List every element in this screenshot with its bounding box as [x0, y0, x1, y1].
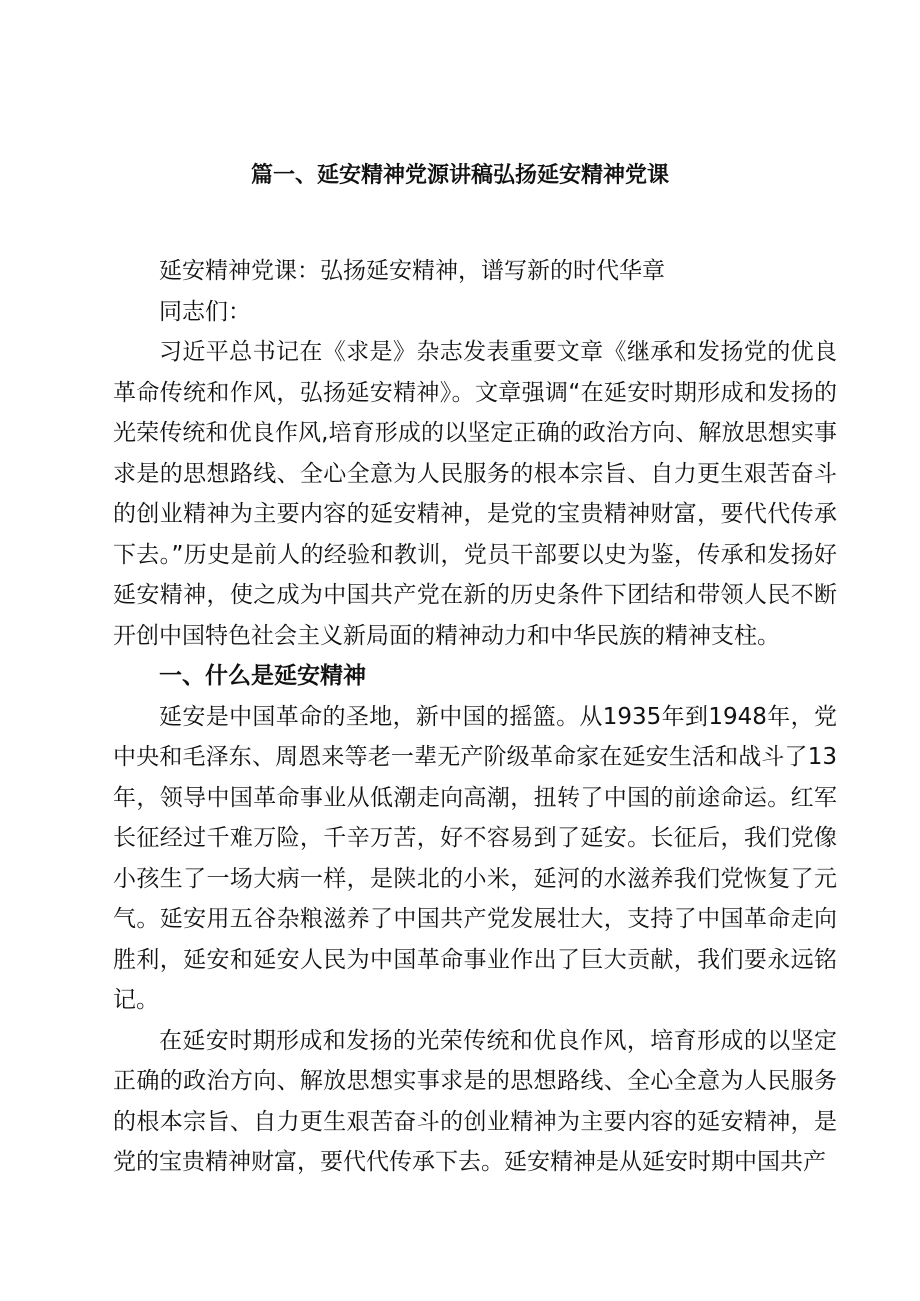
salutation: 同志们：	[159, 298, 251, 325]
body-paragraph: 习近平总书记在《求是》杂志发表重要文章《继承和发扬党的优良革命传统和作风，弘扬延安精神》。文章强调“在延安时期形成和发扬的光荣传统和优良作风,培育形成的以坚定正确的政治方向、解放思想实事求是的思想路线、全心全意为人民服务的根本宗旨、自力更生艰苦奋斗的创业精神为主要内容的延安精神，是党的宝贵精神财富，要代代传承下去。”历史是前人的经验和教训，党员干部要以史为鉴，传承和发扬好延安精神，使之成为中国共产党在新的历史条件下团结和带领人民不断开创中国特色社会主义新局面的精神动力和中华民族的精神支柱。	[113, 339, 837, 649]
body-paragraph: 延安是中国革命的圣地，新中国的摇篮。从1935年到1948年，党中央和毛泽东、周恩来等老一辈无产阶级革命家在延安生活和战斗了13年，领导中国革命事业从低潮走向高潮，扭转了中国的前途命运。红军长征经过千难万险，千辛万苦，好不容易到了延安。长征后，我们党像小孩生了一场大病一样，是陕北的小米，延河的水滋养我们党恢复了元气。延安用五谷杂粮滋养了中国共产党发展壮大，支持了中国革命走向胜利，延安和延安人民为中国革命事业作出了巨大贡献，我们要永远铭记。	[113, 703, 837, 1013]
lecture-subtitle: 延安精神党课：弘扬延安精神，谱写新的时代华章	[159, 258, 665, 284]
body-paragraph: 在延安时期形成和发扬的光荣传统和优良作风，培育形成的以坚定正确的政治方向、解放思想实事求是的思想路线、全心全意为人民服务的根本宗旨、自力更生艰苦奋斗的创业精神为主要内容的延安精神，是党的宝贵精神财富，要代代传承下去。延安精神是从延安时期中国共产	[113, 1027, 837, 1175]
document-body	[113, 251, 837, 1183]
document-title: 篇一、延安精神党源讲稿弘扬延安精神党课	[250, 163, 669, 188]
section-heading: 一、什么是延安精神	[159, 663, 366, 689]
